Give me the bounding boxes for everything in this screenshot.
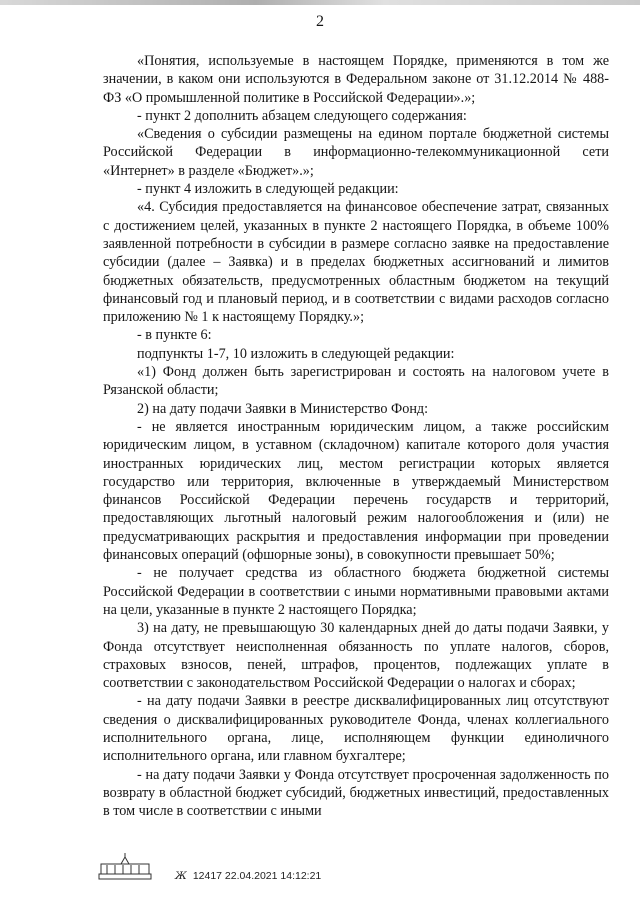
paragraph-item-6: - в пункте 6: — [137, 327, 212, 344]
paragraph-foreign-entity: - не является иностранным юридическим лицом, а также российским юридическим лицом, в уставном (складочном) капитале которого доля участия иностранных юридических лиц, местом регистрации которых является государство или территория, включенные в утверждаемый Министерством финансов Российской Федерации перечень государств и территорий, предоставляющих льготный налоговый режим налогообложения и (или) не предусматривающих раскрытия и предоставления информации при проведении финансовых операций (офшорные зоны), в совокупности превышает 50%; — [103, 418, 609, 564]
page-number: 2 — [316, 13, 324, 30]
paragraph-subitem-1: «1) Фонд должен быть зарегистрирован и состоять на налоговом учете в Рязанской области; — [103, 364, 609, 399]
document-body — [103, 52, 609, 820]
paragraph-definitions: «Понятия, используемые в настоящем Порядке, применяются в том же значении, в каком они используются в Федеральном законе от 31.12.2014 № 488-ФЗ «О промышленной политике в Российской Федерации».»; — [103, 53, 609, 106]
stamp-mark: Ж — [175, 870, 187, 882]
paragraph-overdue-debt: - на дату подачи Заявки у Фонда отсутствует просроченная задолженность по возврату в областной бюджет субсидий, бюджетных инвестиций, предоставленных в том числе в соответствии с иными — [103, 766, 609, 820]
paragraph-item-2-add: - пункт 2 дополнить абзацем следующего содержания: — [137, 107, 467, 124]
stamp-number-date: 12417 22.04.2021 14:12:21 — [192, 870, 322, 882]
paragraph-item-4-text: «4. Субсидия предоставляется на финансовое обеспечение затрат, связанных с достижением целей, указанных в пункте 2 настоящего Порядка, в объеме 100% заявленной потребности в субсидии в размере согласно заявке на предоставление субсидии (далее – Заявка) и в пределах бюджетных ассигнований и лимитов бюджетных обязательств, предусмотренных областным бюджетом на текущий финансовый год и плановый период, и в соответствии с видами расходов согласно приложению № 1 к настоящему Порядку.»; — [103, 199, 609, 326]
paragraph-subitem-3: 3) на дату, не превышающую 30 календарных дней до даты подачи Заявки, у Фонда отсутствует неисполненная обязанность по уплате налогов, сборов, страховых взносов, пеней, штрафов, процентов, подлежащих уплате в соответствии с законодательством Российской Федерации о налогах и сборах; — [103, 620, 609, 692]
paragraph-disqualified: - на дату подачи Заявки в реестре дисквалифицированных лиц отсутствуют сведения о дисквалифицированных руководителе Фонда, членах коллегиального исполнительного органа, лице, исполняющем функции единоличного исполнительного органа, или главном бухгалтере; — [103, 693, 609, 765]
paragraph-no-other-funds: - не получает средства из областного бюджета бюджетной системы Российской Федерации в соответствии с иными нормативными правовыми актами на цели, указанные в пункте 2 настоящего Порядка; — [103, 565, 609, 618]
registration-stamp — [175, 870, 321, 882]
paragraph-subsidy-info: «Сведения о субсидии размещены на едином портале бюджетной системы Российской Федерации в информационно-телекоммуникационной сети «Интернет» в разделе «Бюджет».»; — [103, 126, 609, 179]
paragraph-subitem-2: 2) на дату подачи Заявки в Министерство Фонд: — [137, 400, 429, 417]
scan-edge-line — [0, 0, 640, 5]
government-building-logo — [95, 852, 155, 882]
paragraph-subitems-edit: подпункты 1-7, 10 изложить в следующей редакции: — [137, 345, 455, 362]
document-footer — [95, 852, 515, 892]
paragraph-item-4-edit: - пункт 4 изложить в следующей редакции: — [137, 181, 399, 198]
